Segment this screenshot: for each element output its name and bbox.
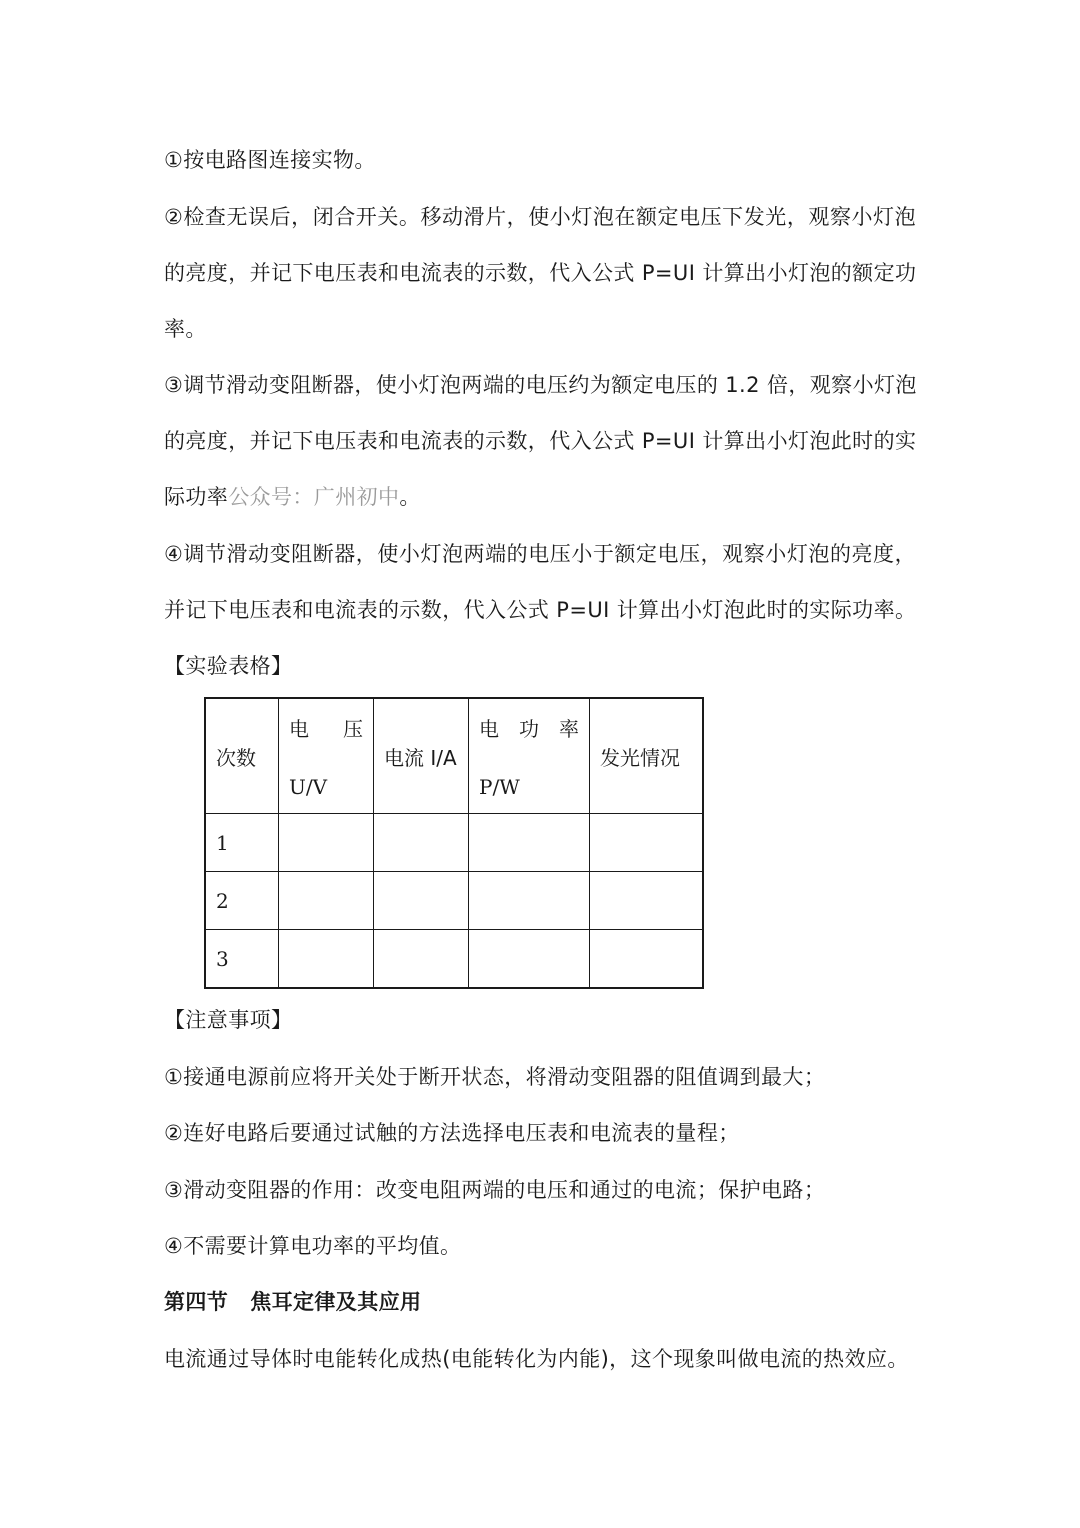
table-cell bbox=[279, 872, 374, 930]
step-2-line-2: 的亮度，并记下电压表和电流表的示数，代入公式 P=UI 计算出小灯泡的额定功 bbox=[164, 261, 917, 285]
table-cell bbox=[590, 872, 704, 930]
step-3-line-1: ③调节滑动变阻断器，使小灯泡两端的电压约为额定电压的 1.2 倍，观察小灯泡 bbox=[164, 373, 917, 397]
step-1: ①按电路图连接实物。 bbox=[164, 148, 376, 172]
table-cell bbox=[374, 814, 469, 872]
note-1: ①接通电源前应将开关处于断开状态，将滑动变阻器的阻值调到最大； bbox=[164, 1065, 826, 1089]
table-cell bbox=[279, 930, 374, 989]
watermark-text: 公众号：广州初中 bbox=[228, 485, 400, 509]
section-title bbox=[164, 1287, 421, 1317]
header-voltage: 电 压 U/V bbox=[279, 698, 374, 814]
header-power: 电 功 率 P/W bbox=[469, 698, 590, 814]
step-3-line-3 bbox=[164, 482, 421, 512]
table-cell bbox=[374, 872, 469, 930]
table-heading: 【实验表格】 bbox=[164, 654, 293, 678]
step-2-line-1: ②检查无误后，闭合开关。移动滑片，使小灯泡在额定电压下发光，观察小灯泡 bbox=[164, 205, 916, 229]
step-4-line-1: ④调节滑动变阻断器，使小灯泡两端的电压小于额定电压，观察小灯泡的亮度， bbox=[164, 542, 916, 566]
note-3: ③滑动变阻器的作用：改变电阻两端的电压和通过的电流；保护电路； bbox=[164, 1178, 826, 1202]
notes-heading: 【注意事项】 bbox=[164, 1008, 293, 1032]
table-row bbox=[205, 872, 703, 930]
section-name: 焦耳定律及其应用 bbox=[250, 1290, 422, 1314]
table-cell bbox=[469, 872, 590, 930]
table-cell bbox=[590, 930, 704, 989]
table-row bbox=[205, 930, 703, 989]
row-number: 1 bbox=[205, 814, 279, 872]
step-3-line-2: 的亮度，并记下电压表和电流表的示数，代入公式 P=UI 计算出小灯泡此时的实 bbox=[164, 429, 917, 453]
table-cell bbox=[590, 814, 704, 872]
step-3-end: 。 bbox=[399, 485, 421, 509]
note-4: ④不需要计算电功率的平均值。 bbox=[164, 1234, 462, 1258]
table-header-row bbox=[205, 698, 703, 814]
row-number: 3 bbox=[205, 930, 279, 989]
heat-effect-paragraph: 电流通过导体时电能转化成热(电能转化为内能)，这个现象叫做电流的热效应。 bbox=[164, 1347, 909, 1371]
row-number: 2 bbox=[205, 872, 279, 930]
table-cell bbox=[469, 930, 590, 989]
section-number: 第四节 bbox=[164, 1290, 229, 1314]
header-current: 电流 I/A bbox=[374, 698, 469, 814]
header-light: 发光情况 bbox=[590, 698, 704, 814]
note-2: ②连好电路后要通过试触的方法选择电压表和电流表的量程； bbox=[164, 1121, 740, 1145]
step-2-line-3: 率。 bbox=[164, 317, 207, 341]
table-row bbox=[205, 814, 703, 872]
experiment-table bbox=[204, 697, 704, 989]
header-count: 次数 bbox=[205, 698, 279, 814]
table-cell bbox=[469, 814, 590, 872]
table-cell bbox=[279, 814, 374, 872]
table-cell bbox=[374, 930, 469, 989]
step-3-text: 际功率 bbox=[164, 485, 229, 509]
step-4-line-2: 并记下电压表和电流表的示数，代入公式 P=UI 计算出小灯泡此时的实际功率。 bbox=[164, 598, 917, 622]
